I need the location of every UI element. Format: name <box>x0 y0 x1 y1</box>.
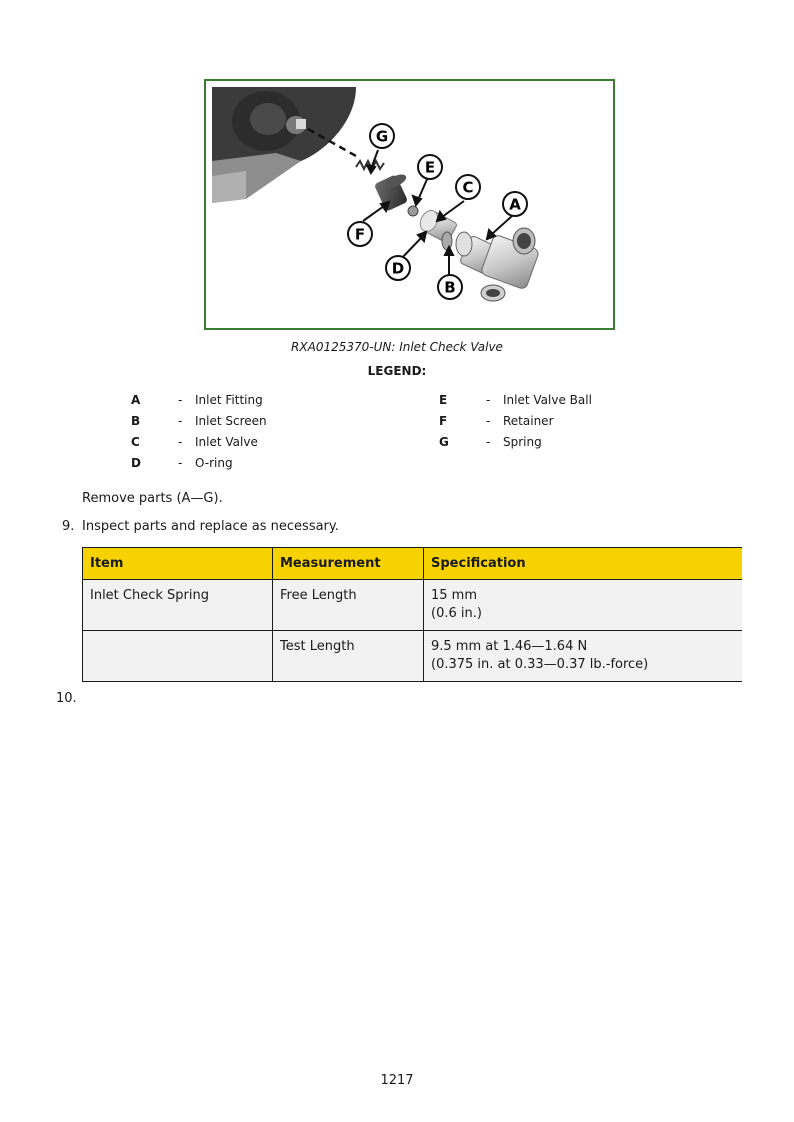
legend-key: F <box>439 414 448 428</box>
callout-a <box>503 192 527 216</box>
legend-key: D <box>131 456 141 470</box>
legend-item-d <box>131 456 381 472</box>
callout-label-a: A <box>509 195 521 214</box>
spec-line: (0.6 in.) <box>431 606 482 621</box>
inlet-screen-part <box>442 232 452 250</box>
legend-desc: Inlet Valve Ball <box>503 393 592 407</box>
callout-label-c: C <box>462 178 474 197</box>
page-number: 1217 <box>380 1073 414 1088</box>
callout-label-b: B <box>444 278 456 297</box>
legend-item-f <box>439 414 689 430</box>
header-item: Item <box>83 548 273 580</box>
table-row <box>83 580 742 631</box>
figure-caption: RXA0125370-UN: Inlet Check Valve <box>291 340 503 354</box>
legend-key: A <box>131 393 141 407</box>
callout-b <box>438 275 462 299</box>
inlet-fitting-part <box>456 228 540 301</box>
spec-line: 9.5 mm at 1.46—1.64 N <box>431 639 588 654</box>
header-specification: Specification <box>424 548 742 580</box>
callout-label-d: D <box>391 259 405 278</box>
inlet-check-valve-illustration <box>206 81 613 328</box>
legend-dash: - <box>486 435 491 449</box>
cell-item: Inlet Check Spring <box>83 580 273 631</box>
legend-item-g <box>439 435 689 451</box>
cell-specification <box>424 631 742 682</box>
callout-g <box>370 124 394 148</box>
callout-e <box>418 155 442 179</box>
legend-desc: Retainer <box>503 414 554 428</box>
header-measurement: Measurement <box>273 548 424 580</box>
step-10-number: 10. <box>56 691 77 706</box>
step-9-text: Inspect parts and replace as necessary. <box>82 519 339 534</box>
figure-frame <box>204 79 615 330</box>
spec-line: 15 mm <box>431 588 478 603</box>
cell-measurement: Test Length <box>273 631 424 682</box>
legend-key: G <box>439 435 449 449</box>
legend-desc: Inlet Screen <box>195 414 267 428</box>
valve-ball-part <box>408 206 418 216</box>
legend-dash: - <box>486 414 491 428</box>
legend-desc: Spring <box>503 435 542 449</box>
step-9-number: 9. <box>62 519 75 534</box>
legend-desc: Inlet Valve <box>195 435 258 449</box>
callout-c <box>456 175 480 199</box>
legend-dash: - <box>178 414 183 428</box>
legend-key: B <box>131 414 141 428</box>
legend-item-e <box>439 393 689 409</box>
cell-specification <box>424 580 742 631</box>
legend-item-b <box>131 414 381 430</box>
cell-item <box>83 631 273 682</box>
spec-line: (0.375 in. at 0.33—0.37 lb.-force) <box>431 657 649 672</box>
legend-item-c <box>131 435 381 451</box>
legend-dash: - <box>178 435 183 449</box>
legend-key: E <box>439 393 448 407</box>
legend-dash: - <box>178 456 183 470</box>
legend-desc: Inlet Fitting <box>195 393 263 407</box>
legend-dash: - <box>178 393 183 407</box>
retainer-part <box>374 172 408 212</box>
legend-desc: O-ring <box>195 456 233 470</box>
callout-label-f: F <box>354 225 366 244</box>
legend-dash: - <box>486 393 491 407</box>
table-header-row <box>83 548 742 580</box>
table-row <box>83 631 742 682</box>
remove-parts-text: Remove parts (A—G). <box>82 491 223 506</box>
callout-label-g: G <box>375 127 389 146</box>
legend-item-a <box>131 393 381 409</box>
callout-d <box>386 256 410 280</box>
callout-label-e: E <box>424 158 436 177</box>
cell-measurement: Free Length <box>273 580 424 631</box>
spec-table <box>82 547 742 682</box>
legend-key: C <box>131 435 140 449</box>
callout-f <box>348 222 372 246</box>
legend-title: LEGEND: <box>367 364 427 378</box>
